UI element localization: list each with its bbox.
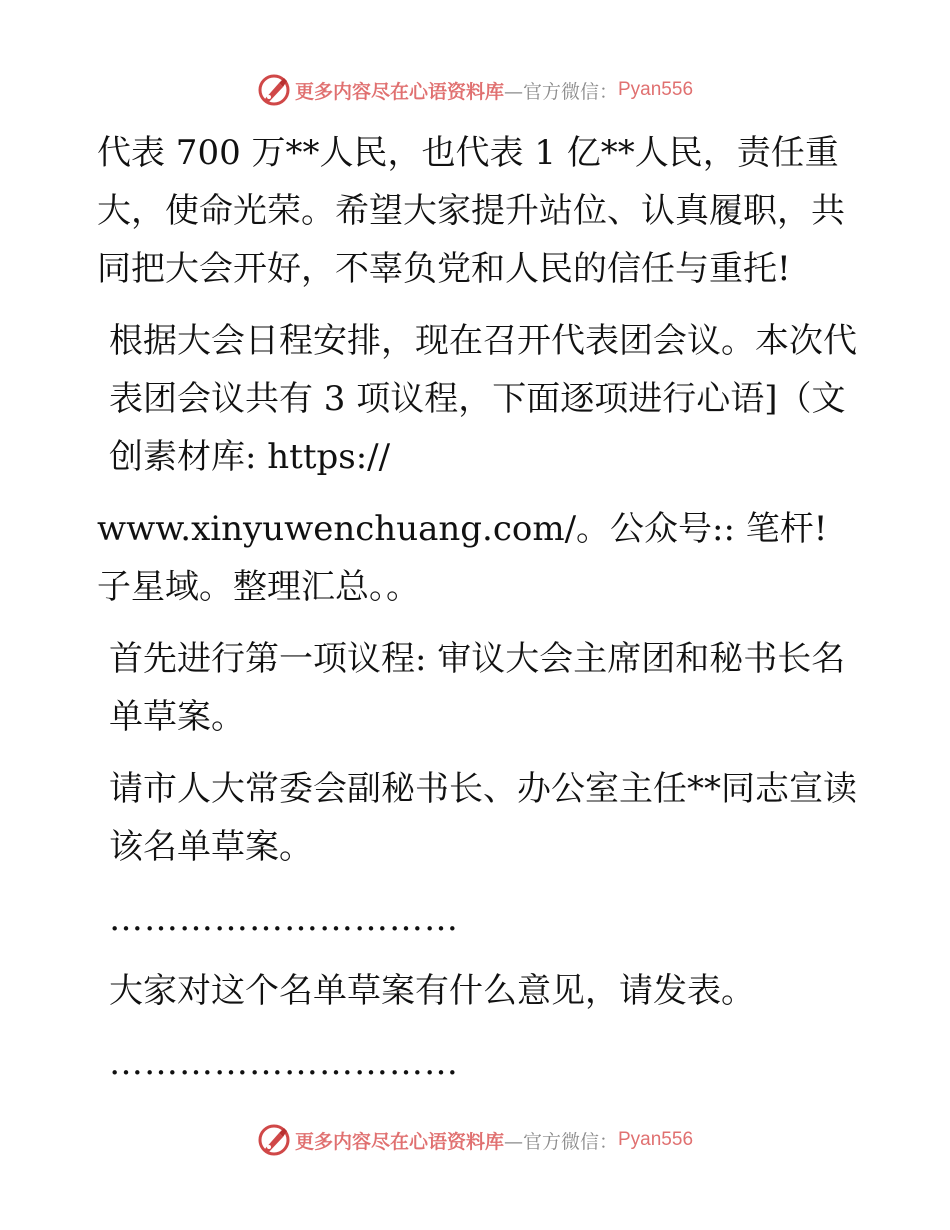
paragraph-first-item: 首先进行第一项议程: 审议大会主席团和秘书长名单草案。 [109,639,846,737]
paragraph-source-note: www.xinyuwenchuang.com/。公众号:: 笔杆! 子星域。整理汇总。。 [97,509,828,607]
header-banner [0,68,950,112]
document-body [97,124,857,1106]
banner-wechat-id: Pyan556 [618,1129,694,1150]
ellipsis-line: ………………………… [109,1043,459,1083]
footer-banner [0,1118,950,1162]
pen-logo-icon [257,73,291,107]
paragraph-opinions: 大家对这个名单草案有什么意见，请发表。 [109,971,755,1011]
banner-title: 更多内容尽在心语资料库 [294,80,504,103]
banner-title: 更多内容尽在心语资料库 [294,1130,504,1153]
paragraph-read-list: 请市人大常委会副秘书长、办公室主任**同志宣读该名单草案。 [109,769,857,867]
banner-wechat-id: Pyan556 [618,79,694,100]
paragraph-agenda-intro: 根据大会日程安排，现在召开代表团会议。本次代表团会议共有 3 项议程，下面逐项进行心语]（文创素材库: https:// [109,321,857,477]
banner-wechat-label: —官方微信： [503,1130,618,1153]
paragraph-responsibility: 代表 700 万**人民，也代表 1 亿**人民，责任重大，使命光荣。希望大家提升站位、认真履职，共同把大会开好，不辜负党和人民的信任与重托! [97,133,845,289]
banner-wechat-label: —官方微信： [503,80,618,103]
ellipsis-line: ………………………… [109,899,459,939]
pen-logo-icon [257,1123,291,1157]
